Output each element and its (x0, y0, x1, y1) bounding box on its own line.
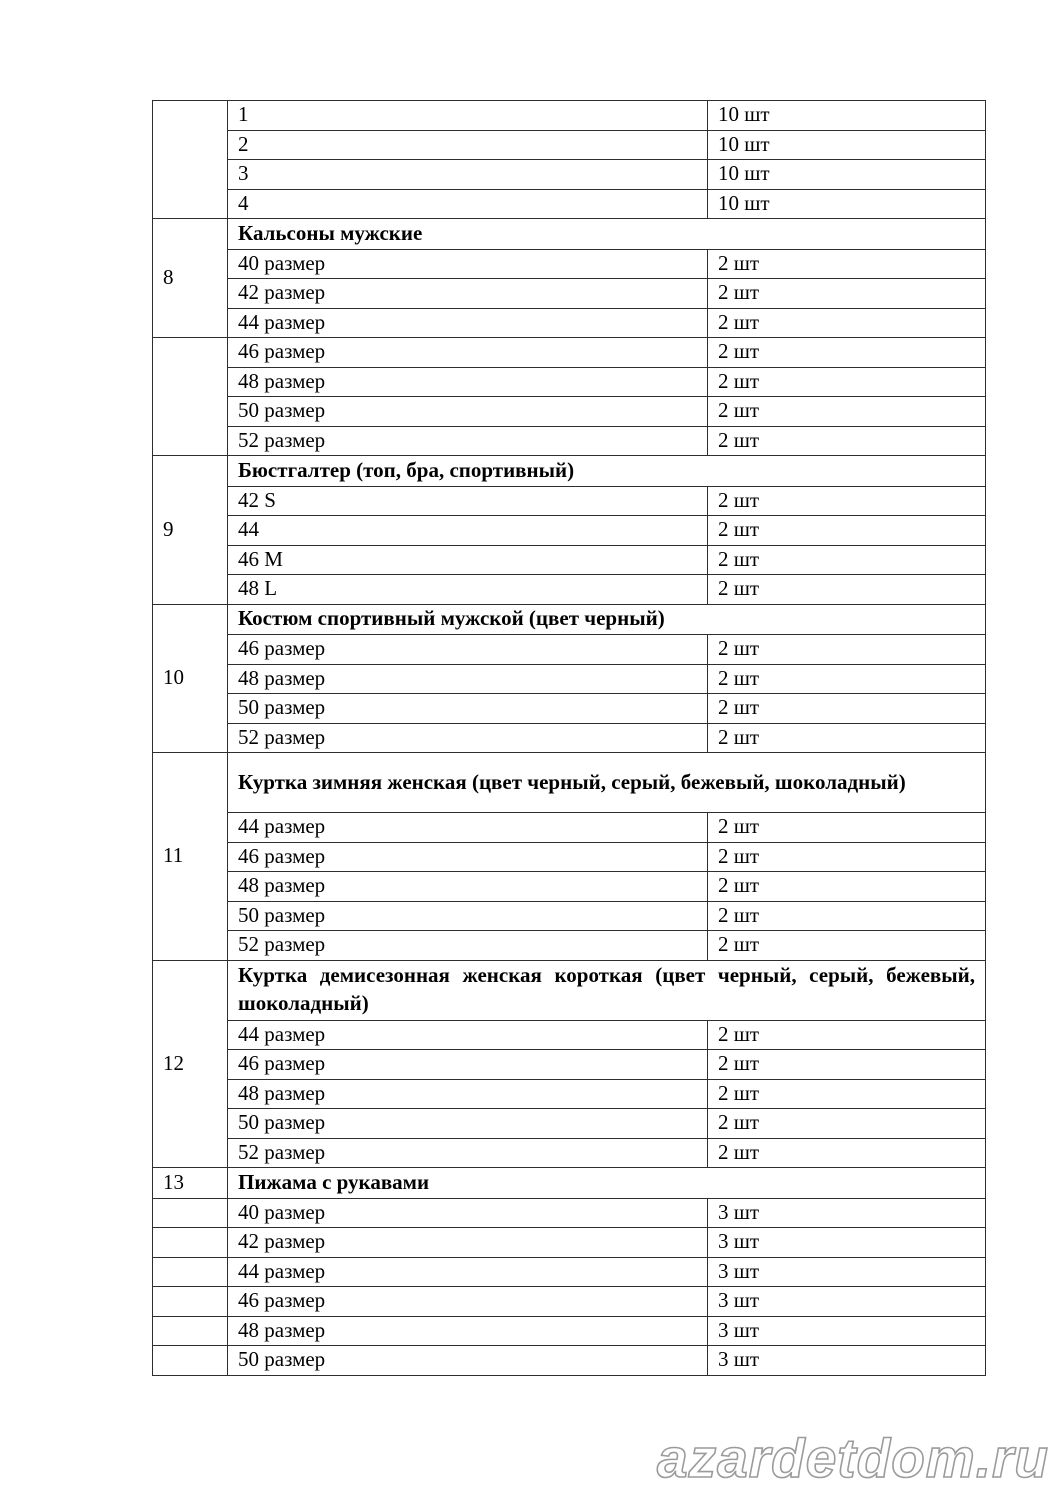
item-size-cell: 40 размер (228, 1198, 708, 1228)
table-row (153, 664, 986, 694)
item-size-cell: 48 L (228, 575, 708, 605)
table-row (153, 219, 986, 250)
item-qty-cell: 2 шт (708, 931, 986, 961)
table-row (153, 397, 986, 427)
table-row (153, 101, 986, 131)
item-qty-cell: 2 шт (708, 545, 986, 575)
inventory-table (152, 100, 986, 1376)
number-column-cell (153, 338, 228, 456)
item-qty-cell: 2 шт (708, 723, 986, 753)
table-row (153, 635, 986, 665)
item-qty-cell: 2 шт (708, 486, 986, 516)
item-size-cell: 48 размер (228, 367, 708, 397)
section-number-cell: 13 (153, 1168, 228, 1199)
item-qty-cell: 2 шт (708, 308, 986, 338)
item-size-cell: 46 размер (228, 635, 708, 665)
table-row (153, 456, 986, 487)
number-column-cell (153, 1198, 228, 1228)
table-row (153, 575, 986, 605)
table-row (153, 931, 986, 961)
item-qty-cell: 2 шт (708, 635, 986, 665)
item-qty-cell: 2 шт (708, 1050, 986, 1080)
item-size-cell: 52 размер (228, 931, 708, 961)
table-row (153, 160, 986, 190)
item-qty-cell: 2 шт (708, 397, 986, 427)
table-row (153, 753, 986, 813)
table-row (153, 130, 986, 160)
number-column-cell (153, 1287, 228, 1317)
section-number-cell: 12 (153, 960, 228, 1168)
item-size-cell: 44 размер (228, 1257, 708, 1287)
table-row (153, 1228, 986, 1258)
table-row (153, 901, 986, 931)
table-row (153, 279, 986, 309)
table-row (153, 486, 986, 516)
table-row (153, 604, 986, 635)
section-number-cell: 8 (153, 219, 228, 338)
item-qty-cell: 2 шт (708, 1079, 986, 1109)
item-qty-cell: 2 шт (708, 813, 986, 843)
item-qty-cell: 2 шт (708, 901, 986, 931)
table-row (153, 426, 986, 456)
item-size-cell: 42 размер (228, 1228, 708, 1258)
section-title-cell: Куртка зимняя женская (цвет черный, серый, бежевый, шоколадный) (228, 753, 986, 813)
item-size-cell: 50 размер (228, 1346, 708, 1376)
item-size-cell: 46 размер (228, 1050, 708, 1080)
table-row (153, 1138, 986, 1168)
table-row (153, 960, 986, 1020)
item-qty-cell: 10 шт (708, 101, 986, 131)
table-row (153, 1346, 986, 1376)
item-qty-cell: 3 шт (708, 1316, 986, 1346)
item-size-cell: 44 размер (228, 813, 708, 843)
section-number-cell: 10 (153, 604, 228, 753)
item-size-cell: 52 размер (228, 723, 708, 753)
item-label-cell: 2 (228, 130, 708, 160)
item-qty-cell: 2 шт (708, 1138, 986, 1168)
item-qty-cell: 10 шт (708, 189, 986, 219)
item-size-cell: 46 размер (228, 338, 708, 368)
item-qty-cell: 2 шт (708, 279, 986, 309)
table-row (153, 308, 986, 338)
item-size-cell: 42 размер (228, 279, 708, 309)
item-size-cell: 48 размер (228, 1316, 708, 1346)
item-qty-cell: 2 шт (708, 338, 986, 368)
item-qty-cell: 10 шт (708, 160, 986, 190)
section-number-cell: 11 (153, 753, 228, 961)
item-qty-cell: 2 шт (708, 664, 986, 694)
item-label-cell: 1 (228, 101, 708, 131)
number-column-cell (153, 101, 228, 219)
item-size-cell: 46 M (228, 545, 708, 575)
item-size-cell: 46 размер (228, 842, 708, 872)
item-size-cell: 44 размер (228, 1020, 708, 1050)
section-title-cell: Костюм спортивный мужской (цвет черный) (228, 604, 986, 635)
item-qty-cell: 2 шт (708, 426, 986, 456)
table-row (153, 1316, 986, 1346)
table-row (153, 842, 986, 872)
item-qty-cell: 2 шт (708, 249, 986, 279)
table-row (153, 367, 986, 397)
table-row (153, 723, 986, 753)
table-row (153, 1109, 986, 1139)
item-qty-cell: 3 шт (708, 1287, 986, 1317)
item-label-cell: 4 (228, 189, 708, 219)
item-qty-cell: 2 шт (708, 1109, 986, 1139)
number-column-cell (153, 1316, 228, 1346)
item-size-cell: 40 размер (228, 249, 708, 279)
item-size-cell: 52 размер (228, 1138, 708, 1168)
item-qty-cell: 2 шт (708, 575, 986, 605)
table-row (153, 1020, 986, 1050)
table-row (153, 545, 986, 575)
item-qty-cell: 3 шт (708, 1228, 986, 1258)
inventory-table-body (153, 101, 986, 1376)
item-size-cell: 52 размер (228, 426, 708, 456)
number-column-cell (153, 1346, 228, 1376)
table-row (153, 338, 986, 368)
table-row (153, 516, 986, 546)
item-size-cell: 50 размер (228, 1109, 708, 1139)
section-title-cell: Бюстгалтер (топ, бра, спортивный) (228, 456, 986, 487)
table-row (153, 1050, 986, 1080)
table-row (153, 1079, 986, 1109)
item-size-cell: 48 размер (228, 1079, 708, 1109)
table-row (153, 1257, 986, 1287)
table-row (153, 1287, 986, 1317)
item-qty-cell: 2 шт (708, 872, 986, 902)
table-row (153, 189, 986, 219)
item-size-cell: 50 размер (228, 901, 708, 931)
section-title-cell: Куртка демисезонная женская короткая (цвет черный, серый, бежевый, шоколадный) (228, 960, 986, 1020)
item-qty-cell: 2 шт (708, 516, 986, 546)
table-row (153, 1198, 986, 1228)
item-qty-cell: 3 шт (708, 1346, 986, 1376)
item-size-cell: 44 (228, 516, 708, 546)
item-size-cell: 48 размер (228, 664, 708, 694)
table-row (153, 694, 986, 724)
table-row (153, 872, 986, 902)
table-row (153, 1168, 986, 1199)
item-qty-cell: 2 шт (708, 842, 986, 872)
number-column-cell (153, 1257, 228, 1287)
table-row (153, 249, 986, 279)
section-number-cell: 9 (153, 456, 228, 605)
item-qty-cell: 3 шт (708, 1198, 986, 1228)
item-qty-cell: 2 шт (708, 367, 986, 397)
number-column-cell (153, 1228, 228, 1258)
item-size-cell: 46 размер (228, 1287, 708, 1317)
watermark: azardetdom.ru (657, 1427, 1049, 1489)
item-size-cell: 50 размер (228, 397, 708, 427)
section-title-cell: Пижама с рукавами (228, 1168, 986, 1199)
section-title-cell: Кальсоны мужские (228, 219, 986, 250)
item-qty-cell: 2 шт (708, 1020, 986, 1050)
item-size-cell: 42 S (228, 486, 708, 516)
table-row (153, 813, 986, 843)
item-qty-cell: 2 шт (708, 694, 986, 724)
item-label-cell: 3 (228, 160, 708, 190)
item-qty-cell: 10 шт (708, 130, 986, 160)
item-size-cell: 48 размер (228, 872, 708, 902)
item-qty-cell: 3 шт (708, 1257, 986, 1287)
item-size-cell: 44 размер (228, 308, 708, 338)
item-size-cell: 50 размер (228, 694, 708, 724)
